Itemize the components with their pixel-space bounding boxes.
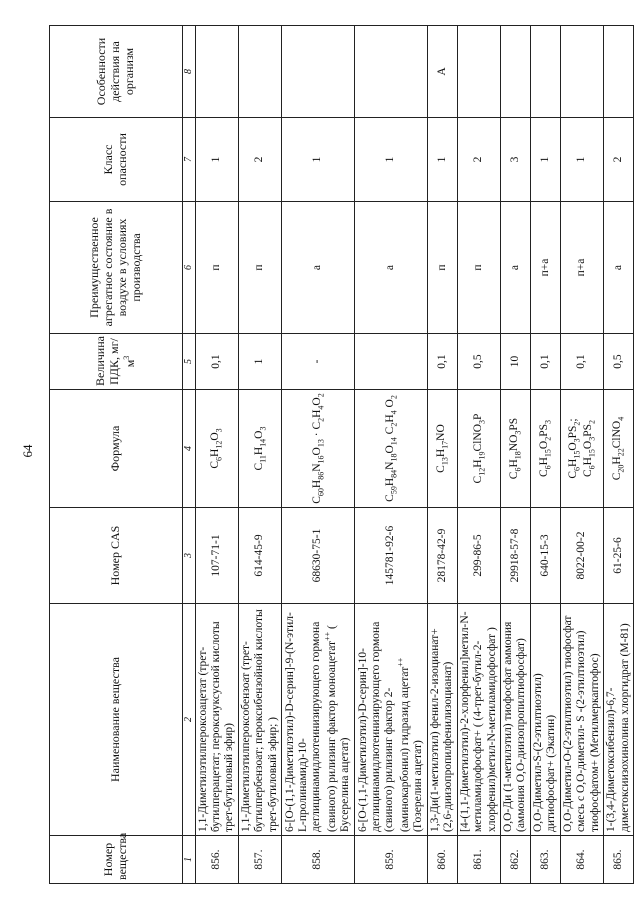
substance-number: 858. xyxy=(282,836,355,884)
aggregate-state: а xyxy=(501,202,531,334)
cas-number: 28178-42-9 xyxy=(427,508,457,604)
effect-notes: А xyxy=(427,26,457,118)
pdk-value: 0,1 xyxy=(530,334,560,390)
effect-notes xyxy=(354,26,427,118)
aggregate-state: п+а xyxy=(560,202,603,334)
hazard-class: 1 xyxy=(530,118,560,202)
table-row xyxy=(604,26,634,884)
substance-number: 862. xyxy=(501,836,531,884)
hazard-class: 1 xyxy=(427,118,457,202)
pdk-value: 1 xyxy=(238,334,281,390)
col-num: 7 xyxy=(183,118,196,202)
col-num: 4 xyxy=(183,390,196,508)
effect-notes xyxy=(604,26,634,118)
cas-number: 299-86-5 xyxy=(457,508,500,604)
pdk-value: 0,5 xyxy=(457,334,500,390)
substance-number: 859. xyxy=(354,836,427,884)
col-header-number: Номер вещества xyxy=(50,836,183,884)
col-num: 1 xyxy=(183,836,196,884)
table-row xyxy=(282,26,355,884)
col-num: 5 xyxy=(183,334,196,390)
pdk-value: 0,1 xyxy=(427,334,457,390)
cas-number: 29918-57-8 xyxy=(501,508,531,604)
cas-number: 61-25-6 xyxy=(604,508,634,604)
effect-notes xyxy=(501,26,531,118)
col-header-state: Преимущественное агрегатное состояние в воздухе в условиях производства xyxy=(50,202,183,334)
formula: $C_{59}H_{84}N_{18}O_{14}$ $C_2H_4$ $O_2$ xyxy=(354,390,427,508)
aggregate-state: а xyxy=(354,202,427,334)
substance-number: 857. xyxy=(238,836,281,884)
col-num: 3 xyxy=(183,508,196,604)
col-header-formula: Формула xyxy=(50,390,183,508)
header-row xyxy=(50,26,183,884)
cas-number: 68630-75-1 xyxy=(282,508,355,604)
effect-notes xyxy=(282,26,355,118)
formula: $C_{13}H_{17}NO$ xyxy=(427,390,457,508)
aggregate-state: п xyxy=(427,202,457,334)
col-header-cas: Номер CAS xyxy=(50,508,183,604)
aggregate-state: п xyxy=(238,202,281,334)
cas-number: 145781-92-6 xyxy=(354,508,427,604)
pdk-value: - xyxy=(282,334,355,390)
substance-table xyxy=(49,25,634,884)
aggregate-state: п xyxy=(195,202,238,334)
substance-name: О,О-Диметил-S-(2-этилтиоэтил) дитиофосфат+ (Экатин) xyxy=(530,604,560,836)
hazard-class: 1 xyxy=(560,118,603,202)
substance-name: 1,1-Диметилэтилпероксобензоат (трет-бутилпербензоат; пероксибензойной кислоты трет-бутиловый эфир; ) xyxy=(238,604,281,836)
table-row xyxy=(457,26,500,884)
pdk-value: 0,1 xyxy=(560,334,603,390)
col-num: 6 xyxy=(183,202,196,334)
substance-number: 865. xyxy=(604,836,634,884)
table-row xyxy=(427,26,457,884)
substance-name: 6-[О-(1,1-Диметилэтил)-D-серин]-10- деглицинамидлютеинизирующего гормона (свиного) рилизинг фактор 2-(аминокарбонил) гидразид ацетат++ (Гозерелин ацетат) xyxy=(354,604,427,836)
hazard-class: 1 xyxy=(195,118,238,202)
table-row xyxy=(501,26,531,884)
formula: $C_6H_{15}O_3PS_2$; $C_6H_{15}O_3PS_2$ xyxy=(560,390,603,508)
effect-notes xyxy=(457,26,500,118)
effect-notes xyxy=(195,26,238,118)
effect-notes xyxy=(530,26,560,118)
aggregate-state: а xyxy=(282,202,355,334)
col-header-name: Наименование вещества xyxy=(50,604,183,836)
effect-notes xyxy=(238,26,281,118)
col-num: 2 xyxy=(183,604,196,836)
hazard-class: 2 xyxy=(604,118,634,202)
substance-name: 1,3-Ди(1-метилэтил) фенил-2-изоцианат+ (2,6-диизопропилфенилизоцианат) xyxy=(427,604,457,836)
col-header-pdk: Величина ПДК, $мг/м^3$ xyxy=(50,334,183,390)
pdk-value: 0,1 xyxy=(195,334,238,390)
formula: $C_6H_{12}O_3$ xyxy=(195,390,238,508)
formula: $C_6H_{18}NO_3PS$ xyxy=(501,390,531,508)
substance-name: О,О-Ди (1-метилэтил) тиофосфат аммония (аммония О,О-диизопропилтиофосфат) xyxy=(501,604,531,836)
column-number-row xyxy=(183,26,196,884)
hazard-class: 1 xyxy=(282,118,355,202)
col-header-class: Класс опасности xyxy=(50,118,183,202)
pdk-value: 10 xyxy=(501,334,531,390)
pdk-value xyxy=(354,334,427,390)
substance-number: 864. xyxy=(560,836,603,884)
formula: $C_{12}H_{19}ClNO_3P$ xyxy=(457,390,500,508)
formula: $C_{11}H_{14}O_3$ xyxy=(238,390,281,508)
hazard-class: 2 xyxy=(238,118,281,202)
table-row xyxy=(195,26,238,884)
cas-number: 640-15-3 xyxy=(530,508,560,604)
aggregate-state: п+а xyxy=(530,202,560,334)
aggregate-state: а xyxy=(604,202,634,334)
table-row xyxy=(560,26,603,884)
table-row xyxy=(354,26,427,884)
table-row xyxy=(530,26,560,884)
col-header-effect: Особенности действия на организм xyxy=(50,26,183,118)
cas-number: 8022-00-2 xyxy=(560,508,603,604)
formula: $C_{60}H_{86}N_{16}O_{13} \cdot C_2H_4O_2$ xyxy=(282,390,355,508)
cas-number: 107-71-1 xyxy=(195,508,238,604)
substance-name: О,О-Диметил-О-(2-этилтиоэтил) тиофосфат смесь с О,О-диметил- S -(2-этилтиоэтил) тиофосфатом+ (Метилмеркаптофос) xyxy=(560,604,603,836)
table-row xyxy=(238,26,281,884)
substance-name: 1-(3,4-Диметоксибензил)-6,7- диметоксиизохинолина хлоргидрат (М-81) xyxy=(604,604,634,836)
hazard-class: 3 xyxy=(501,118,531,202)
substance-name: 1,1-Диметилэтилпероксоацетат (трет-бутилперацетат; пероксиуксусной кислоты трет-бутиловый эфир) xyxy=(195,604,238,836)
page-number: 64 xyxy=(20,444,35,458)
substance-number: 856. xyxy=(195,836,238,884)
formula: $C_6H_{15}O_2PS_3$ xyxy=(530,390,560,508)
substance-name: 6-[О-(1,1-Диметилэтил)-D-серин]-9-(N-этил-L-пролинамид)-10-деглицинамидлютеинизирующего гормона (свиного) рилизинг фактор моноацетат++ ( Бусерелина ацетат) xyxy=(282,604,355,836)
col-num: 8 xyxy=(183,26,196,118)
pdk-value: 0,5 xyxy=(604,334,634,390)
hazard-class: 2 xyxy=(457,118,500,202)
substance-number: 863. xyxy=(530,836,560,884)
effect-notes xyxy=(560,26,603,118)
substance-number: 861. xyxy=(457,836,500,884)
cas-number: 614-45-9 xyxy=(238,508,281,604)
hazard-class: 1 xyxy=(354,118,427,202)
aggregate-state: п xyxy=(457,202,500,334)
substance-name: [4-(1,1-Диметилэтил)-2-хлорфенил]метил-N-метиламидофосфат+ ( (4-трет-бутил-2-хлорфенил)метил-N-метиламидофосфат ) xyxy=(457,604,500,836)
rotated-table-container xyxy=(49,26,634,884)
substance-number: 860. xyxy=(427,836,457,884)
formula: $C_{20}H_{22}ClNO_4$ xyxy=(604,390,634,508)
